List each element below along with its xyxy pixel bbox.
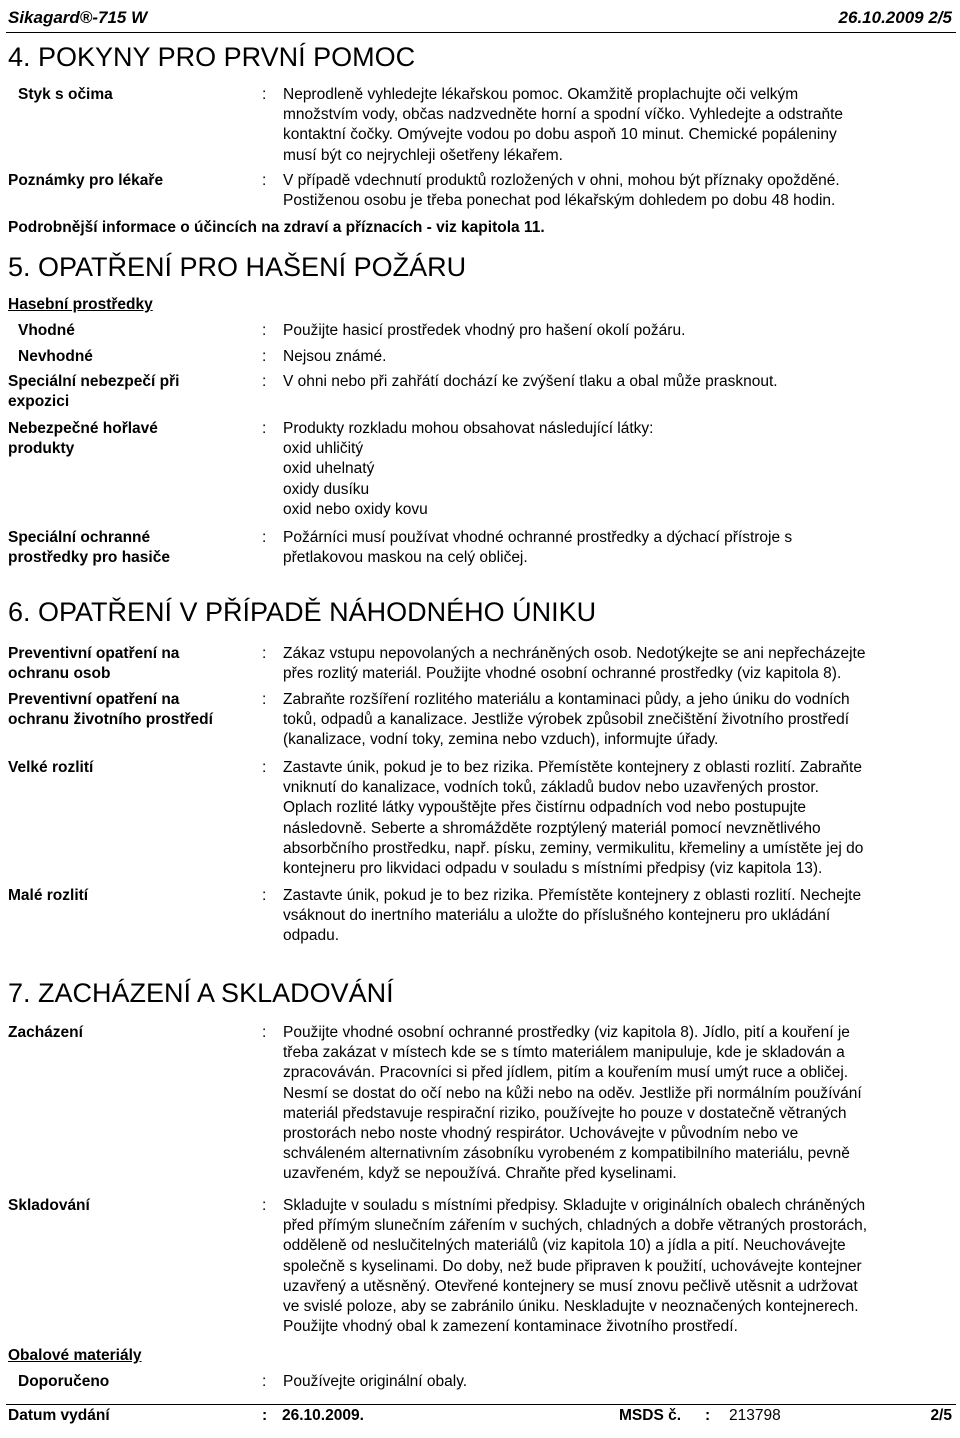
text-line: materiál představuje respirační riziko, používejte ho pouze v dostatečně větraných xyxy=(283,1104,847,1122)
text-line: musí být co nejrychleji ošetřeny lékařem. xyxy=(283,146,563,164)
label-doporuceno: Doporučeno xyxy=(18,1373,110,1390)
footer-datum-value: 26.10.2009. xyxy=(282,1407,364,1424)
value-nevhodne xyxy=(283,347,959,367)
section-6-heading: 6. OPATŘENÍ V PŘÍPADĚ NÁHODNÉHO ÚNIKU xyxy=(8,597,597,627)
colon: : xyxy=(262,1373,267,1390)
label-male-rozliti: Malé rozlití xyxy=(8,887,89,904)
header-rule xyxy=(6,32,956,33)
label-skladovani: Skladování xyxy=(8,1197,90,1214)
value-nebezpecne-horlave xyxy=(283,419,959,520)
label-obalove-materialy: Obalové materiály xyxy=(8,1347,142,1364)
text-line: společně s kyselinami. Do doby, než bude připraven k použití, uchovávejte kontejner xyxy=(283,1257,862,1275)
text-line: množstvím vody, občas nadzvedněte horní a spodní víčko. Vyhledejte a odstraňte xyxy=(283,106,844,124)
text-line: uzavřeném, když se nepoužívá. Chraňte před kyselinami. xyxy=(283,1165,677,1183)
page-header xyxy=(8,8,954,34)
text-line: uzavřený a utěsněný. Otevřené kontejnery se musí znovu pečlivě utěsnit a udržovat xyxy=(283,1277,858,1295)
section-7-heading: 7. ZACHÁZENÍ A SKLADOVÁNÍ xyxy=(8,978,394,1008)
text-line: Neprodleně vyhledejte lékařskou pomoc. Okamžitě proplachujte oči velkým xyxy=(283,86,799,103)
value-vhodne xyxy=(283,321,959,341)
colon: : xyxy=(262,86,267,103)
label-ochranne-prostredky xyxy=(8,528,254,568)
text-line: oxid nebo oxidy kovu xyxy=(283,500,428,518)
label-line: Speciální ochranné xyxy=(8,529,151,546)
value-doporuceno xyxy=(283,1372,959,1392)
label-styk-s-ocima: Styk s očima xyxy=(18,86,113,103)
colon: : xyxy=(262,172,267,189)
footer-msds-label: MSDS č. xyxy=(619,1407,682,1424)
text-line: oxid uhličitý xyxy=(283,440,364,458)
text-line: Skladujte v souladu s místními předpisy. Skladujte v originálních obalech chráněných xyxy=(283,1197,866,1214)
text-line: Použijte hasicí prostředek vhodný pro hašení okolí požáru. xyxy=(283,322,686,339)
label-line: Preventivní opatření na xyxy=(8,645,180,662)
footer-rule xyxy=(6,1404,956,1405)
label-line: Speciální nebezpečí při xyxy=(8,373,180,390)
label-line: expozici xyxy=(8,393,70,411)
footer-msds-value: 213798 xyxy=(729,1407,781,1424)
text-line: Používejte originální obaly. xyxy=(283,1373,468,1390)
value-poznamky-pro-lekare xyxy=(283,171,959,211)
note-kapitola-11: Podrobnější informace o účincích na zdraví a příznacích - viz kapitola 11. xyxy=(8,219,545,236)
text-line: schváleném alternativním zásobníku vyrobeném z kompatibilního materiálu, pevně xyxy=(283,1145,850,1163)
label-line: Preventivní opatření na xyxy=(8,691,180,708)
label-line: ochranu osob xyxy=(8,665,111,683)
label-ochrana-osob xyxy=(8,644,254,684)
label-nevhodne: Nevhodné xyxy=(18,348,93,365)
value-ochranne-prostredky xyxy=(283,528,959,568)
text-line: V případě vdechnutí produktů rozložených v ohni, mohou být příznaky opožděné. xyxy=(283,172,840,189)
text-line: Postiženou osobu je třeba ponechat pod lékařským dohledem po dobu 48 hodin. xyxy=(283,192,836,210)
colon: : xyxy=(262,759,267,776)
value-male-rozliti xyxy=(283,886,959,947)
colon: : xyxy=(262,1407,268,1424)
colon: : xyxy=(262,1024,267,1041)
header-date-page: 26.10.2009 2/5 xyxy=(838,8,952,27)
label-vhodne: Vhodné xyxy=(18,322,75,339)
label-line: produkty xyxy=(8,440,75,458)
text-line: Požárníci musí používat vhodné ochranné prostředky a dýchací přístroje s xyxy=(283,529,793,546)
section-4-heading: 4. POKYNY PRO PRVNÍ POMOC xyxy=(8,42,416,72)
value-zachazeni xyxy=(283,1023,959,1185)
text-line: (kanalizace, vodní toky, zemina nebo vzduch), informujte úřady. xyxy=(283,731,719,749)
text-line: kontaktní čočky. Omývejte vodou po dobu aspoň 10 minut. Chemické popáleniny xyxy=(283,126,837,144)
label-specialni-nebezpeci xyxy=(8,372,254,412)
colon: : xyxy=(705,1407,711,1424)
footer-datum-label: Datum vydání xyxy=(8,1407,110,1424)
text-line: odpadu. xyxy=(283,927,340,945)
text-line: Použijte vhodné osobní ochranné prostředky (viz kapitola 8). Jídlo, pití a kouření je xyxy=(283,1024,850,1041)
label-nebezpecne-horlave xyxy=(8,419,254,459)
colon: : xyxy=(262,420,267,437)
text-line: absorbčního prostředku, např. písku, zeminy, vermikulitu, křemeliny a umístěte jej do xyxy=(283,839,864,857)
label-hasebni-prostredky: Hasební prostředky xyxy=(8,296,153,313)
text-line: Nejsou známé. xyxy=(283,348,387,365)
colon: : xyxy=(262,322,267,339)
text-line: Zákaz vstupu nepovolaných a nechráněných osob. Nedotýkejte se ani nepřecházejte xyxy=(283,645,866,662)
text-line: Nesmí se dostat do očí nebo na kůži nebo na oděv. Jestliže při normálním používání xyxy=(283,1084,862,1102)
page-footer xyxy=(8,1407,954,1429)
value-ochrana-osob xyxy=(283,644,959,684)
text-line: vniknutí do kanalizace, vodních toků, základů budov nebo uzavřených prostor. xyxy=(283,779,819,797)
label-line: Nebezpečné hořlavé xyxy=(8,420,158,437)
colon: : xyxy=(262,529,267,546)
colon: : xyxy=(262,373,267,390)
product-name: Sikagard®-715 W xyxy=(8,8,148,27)
text-line: následovně. Seberte a shromážděte rozptýlený materiál pomocí nevznětlivého xyxy=(283,819,821,837)
text-line: zpracováván. Pracovníci si před jídlem, pitím a kouřením musí umýt ruce a obličej. xyxy=(283,1064,849,1082)
colon: : xyxy=(262,1197,267,1214)
section-5-heading: 5. OPATŘENÍ PRO HAŠENÍ POŽÁRU xyxy=(8,252,467,282)
label-line: prostředky pro hasiče xyxy=(8,549,170,567)
text-line: Oplach rozlité látky vypouštějte přes čistírnu odpadních vod nebo postupujte xyxy=(283,799,807,817)
text-line: V ohni nebo při zahřátí dochází ke zvýšení tlaku a obal může prasknout. xyxy=(283,373,778,390)
text-line: Produkty rozkladu mohou obsahovat následující látky: xyxy=(283,420,654,437)
label-zachazeni: Zacházení xyxy=(8,1024,83,1041)
label-poznamky-pro-lekare: Poznámky pro lékaře xyxy=(8,172,164,189)
text-line: Zabraňte rozšíření rozlitého materiálu a kontaminaci půdy, a jeho úniku do vodních xyxy=(283,691,850,708)
colon: : xyxy=(262,348,267,365)
text-line: Zastavte únik, pokud je to bez rizika. Přemístěte kontejnery z oblasti rozlití. Nechejte xyxy=(283,887,862,904)
text-line: před přímým slunečním zářením v suchých, chladných a dobře větraných prostorách, xyxy=(283,1217,868,1235)
value-velke-rozliti xyxy=(283,758,959,879)
footer-page-number: 2/5 xyxy=(930,1407,952,1424)
colon: : xyxy=(262,645,267,662)
label-ochrana-prostredi xyxy=(8,690,254,730)
text-line: toků, odpadů a kanalizace. Jestliže výrobek způsobil znečištění životního prostředí xyxy=(283,711,850,729)
text-line: přetlakovou maskou na celý obličej. xyxy=(283,549,528,567)
text-line: oxidy dusíku xyxy=(283,480,370,498)
text-line: přes rozlitý materiál. Použijte vhodné osobní ochranné prostředky (viz kapitola 8). xyxy=(283,665,842,683)
text-line: ve svislé poloze, aby se zabránilo úniku. Neskladujte v neoznačených kontejnerech. xyxy=(283,1298,859,1316)
text-line: oxid uhelnatý xyxy=(283,460,375,478)
value-styk-s-ocima xyxy=(283,85,959,166)
label-line: ochranu životního prostředí xyxy=(8,711,213,729)
value-skladovani xyxy=(283,1196,959,1337)
text-line: Zastavte únik, pokud je to bez rizika. Přemístěte kontejnery z oblasti rozlití. Zabraňte xyxy=(283,759,862,776)
label-velke-rozliti: Velké rozlití xyxy=(8,759,94,776)
text-line: třeba zakázat v místech kde se s tímto materiálem manipuluje, kde je skladován a xyxy=(283,1044,845,1062)
colon: : xyxy=(262,691,267,708)
text-line: kontejneru pro likvidaci odpadu v souladu s místními předpisy (viz kapitola 13). xyxy=(283,860,823,878)
value-specialni-nebezpeci xyxy=(283,372,959,392)
text-line: prostorách nebo noste vhodný respirátor. Uchovávejte v původním nebo ve xyxy=(283,1125,799,1143)
colon: : xyxy=(262,887,267,904)
text-line: Použijte vhodný obal k zamezení kontaminace životního prostředí. xyxy=(283,1318,738,1336)
text-line: vsáknout do inertního materiálu a uložte do příslušného kontejneru pro ukládání xyxy=(283,907,831,925)
value-ochrana-prostredi xyxy=(283,690,959,751)
text-line: odděleně od neslučitelných materiálů (viz kapitola 10) a jídla a pití. Neuchovávejte xyxy=(283,1237,846,1255)
